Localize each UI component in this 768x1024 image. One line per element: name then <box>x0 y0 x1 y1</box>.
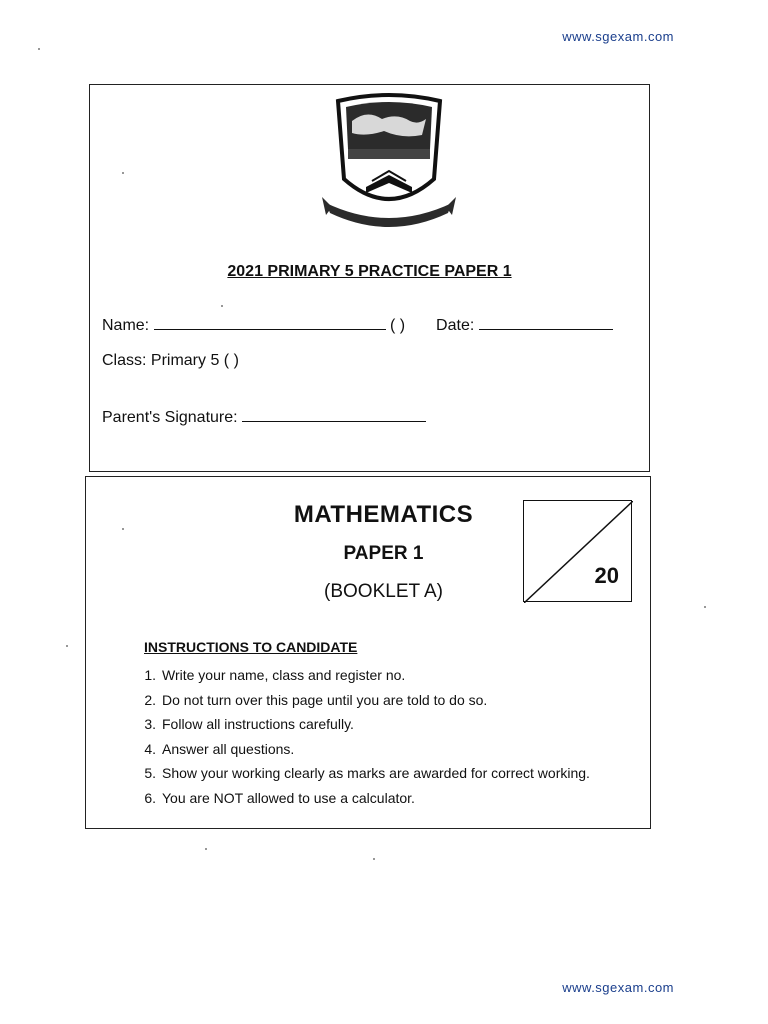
date-line <box>479 315 613 330</box>
instructions-list <box>132 663 590 811</box>
scan-speck <box>205 848 207 850</box>
scan-speck <box>122 528 124 530</box>
instruction-item: 2. Do not turn over this page until you are told to do so. <box>144 691 488 708</box>
subject-title: MATHEMATICS <box>293 501 474 528</box>
class-label: Class: Primary 5 ( ) <box>102 352 239 369</box>
scan-speck <box>122 172 124 174</box>
scan-speck <box>66 645 68 647</box>
school-crest-icon <box>322 91 456 235</box>
scan-speck <box>373 858 375 860</box>
instruction-item: 5. Show your working clearly as marks are awarded for correct working. <box>144 765 590 782</box>
booklet-label: (BOOKLET A) <box>324 581 443 602</box>
signature-label: Parent's Signature: <box>102 409 238 426</box>
paper-title: 2021 PRIMARY 5 PRACTICE PAPER 1 <box>227 263 512 280</box>
total-marks: 20 <box>594 563 619 588</box>
exam-info-box <box>85 476 651 829</box>
register-bracket: ( ) <box>390 317 406 334</box>
watermark-bottom: www.sgexam.com <box>562 980 674 995</box>
date-label: Date: <box>436 317 475 334</box>
paper-label: PAPER 1 <box>343 543 424 564</box>
name-field <box>102 315 613 335</box>
name-line <box>154 315 386 330</box>
name-label: Name: <box>102 317 150 334</box>
signature-field <box>102 407 426 427</box>
instruction-item: 1. Write your name, class and register no. <box>144 667 406 683</box>
instructions-heading: INSTRUCTIONS TO CANDIDATE <box>144 639 358 655</box>
instruction-item: 6. You are NOT allowed to use a calculator. <box>144 789 415 806</box>
signature-line <box>242 407 426 422</box>
cover-header-box <box>89 84 650 472</box>
watermark-top: www.sgexam.com <box>562 29 674 44</box>
scan-speck <box>38 48 40 50</box>
scan-speck <box>221 305 223 307</box>
marks-box <box>523 500 632 602</box>
scan-speck <box>704 606 706 608</box>
instruction-item: 4. Answer all questions. <box>144 740 295 757</box>
instruction-item: 3. Follow all instructions carefully. <box>144 716 354 733</box>
